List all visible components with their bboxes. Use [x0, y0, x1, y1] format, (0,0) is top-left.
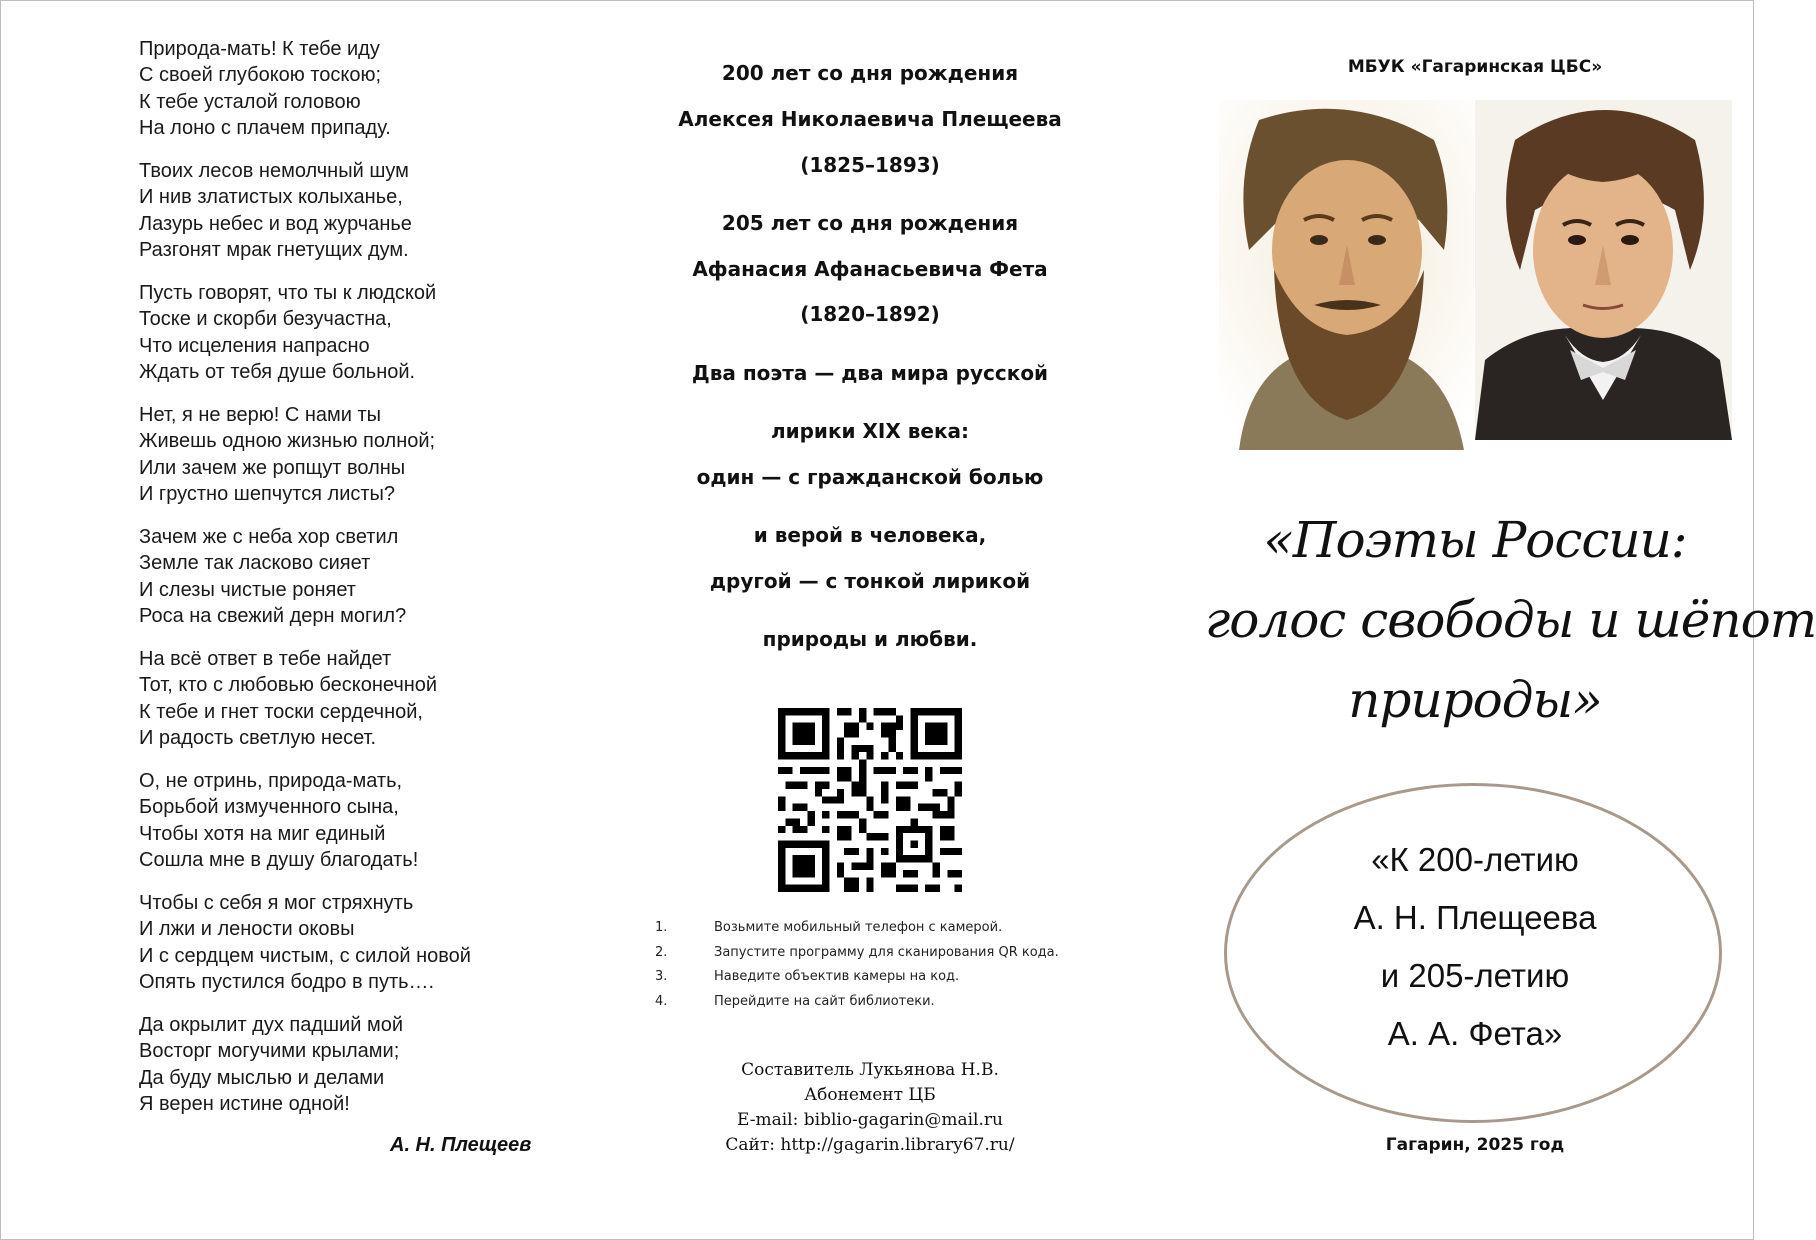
poem-line: И радость светлую несет. [139, 726, 377, 749]
poem-stanza [139, 158, 412, 263]
description-line: Два поэта — два мира русской [691, 361, 1049, 385]
title-line: природы» [1348, 671, 1602, 729]
poem-line: И лжи и лености оковы [139, 918, 355, 941]
qr-instructions [655, 920, 1059, 1018]
step-text: Перейдите на сайт библиотеки. [714, 993, 935, 1009]
instruction-step [655, 920, 1059, 945]
city-year: Гагарин, 2025 год [1385, 1135, 1565, 1155]
description-line: лирики XIX века: [770, 419, 970, 443]
poem-line: Что исцеления напрасно [139, 334, 370, 357]
description-line: один — с гражданской болью [696, 465, 1044, 489]
poem-stanza [139, 646, 437, 751]
poem-line: Твоих лесов немолчный шум [139, 160, 409, 182]
poem-stanza [139, 280, 436, 385]
step-text: Запустите программу для сканирования QR кода. [714, 944, 1059, 960]
title-line: голос свободы и шёпот [1205, 591, 1816, 649]
poem-stanza [139, 36, 391, 141]
poem-line: И грустно шепчутся листы? [139, 482, 396, 505]
poem-line: И нив златистых колыханье, [139, 186, 403, 209]
poem-stanza [139, 890, 471, 995]
poem-line: Сошла мне в душу благодать! [139, 848, 419, 871]
organization-name: МБУК «Гагаринская ЦБС» [1347, 57, 1603, 77]
poem-line: И слезы чистые роняет [139, 578, 356, 601]
poem-line: Чтобы хотя на миг единый [139, 822, 386, 845]
poem-line: О, не отринь, природа-мать, [139, 770, 403, 792]
poem-line: На лоно с плачем припаду. [139, 116, 391, 139]
caption-line: и 205-летию [1380, 957, 1570, 994]
poem-line: Я верен истине одной! [139, 1092, 350, 1115]
caption-line: «К 200-летию [1371, 841, 1579, 878]
website-link[interactable]: Сайт: http://gagarin.library67.ru/ [725, 1135, 1015, 1155]
poem-line: Природа-мать! К тебе иду [139, 38, 380, 60]
poem-stanza [139, 524, 406, 629]
pleshcheev-portrait [1219, 100, 1474, 450]
poem-line: К тебе усталой головою [139, 90, 361, 113]
poem-line: С своей глубокою тоскою; [139, 64, 382, 87]
poem-line: Опять пустился бодро в путь…. [139, 970, 435, 993]
anniversary-caption [1205, 831, 1745, 1063]
anniversary-heading: 200 лет со дня рождения [721, 61, 1019, 85]
step-number: 3. [655, 969, 668, 984]
poem-line: Чтобы с себя я мог стряхнуть [139, 892, 414, 914]
qr-code[interactable] [778, 708, 962, 892]
poem-stanza [139, 402, 435, 507]
poem-line: Восторг могучими крылами; [139, 1040, 400, 1063]
poet-years: (1820–1892) [800, 302, 940, 326]
poem-column [139, 0, 659, 1240]
caption-line: А. А. Фета» [1387, 1015, 1563, 1052]
contacts-block [620, 1058, 1120, 1158]
poem-line: Да окрылит дух падший мой [139, 1014, 403, 1036]
poem-line: И с сердцем чистым, с силой новой [139, 944, 471, 967]
poem-stanza [139, 1012, 403, 1117]
email-link[interactable]: E-mail: biblio-gagarin@mail.ru [737, 1110, 1003, 1130]
instruction-step [655, 994, 1059, 1019]
fet-portrait [1475, 100, 1732, 440]
step-number: 2. [655, 944, 668, 960]
poem-line: Нет, я не верю! С нами ты [139, 404, 382, 426]
instruction-step [655, 969, 1059, 994]
poem-line: На всё ответ в тебе найдет [139, 648, 392, 670]
poem-line: Пусть говорят, что ты к людской [139, 282, 437, 304]
step-number: 4. [655, 993, 668, 1009]
description-line: другой — с тонкой лирикой [709, 569, 1031, 593]
poem-line: Земле так ласково сияет [139, 552, 371, 575]
compiler-line: Составитель Лукьянова Н.В. [741, 1060, 999, 1080]
poem-line: К тебе и гнет тоски сердечной, [139, 700, 423, 723]
description-line: и верой в человека, [753, 523, 987, 547]
title-line: «Поэты России: [1263, 511, 1687, 569]
step-text: Наведите объектив камеры на код. [714, 969, 960, 984]
anniversary-heading: 205 лет со дня рождения [721, 211, 1019, 235]
poem-line: Или зачем же ропщут волны [139, 456, 406, 479]
poem-line: Да буду мыслью и делами [139, 1066, 385, 1089]
poem-line: Разгонят мрак гнетущих дум. [139, 238, 409, 261]
step-text: Возьмите мобильный телефон с камерой. [714, 920, 1003, 935]
poet-name: Алексея Николаевича Плещеева [678, 107, 1062, 131]
poem-stanza [139, 768, 418, 873]
poem-line: Тоске и скорби безучастна, [139, 308, 392, 331]
poem-line: Зачем же с неба хор светил [139, 526, 399, 548]
instruction-step [655, 945, 1059, 970]
caption-line: А. Н. Плещеева [1353, 899, 1597, 936]
poem-line: Роса на свежий дерн могил? [139, 604, 407, 627]
cover-column [1205, 0, 1816, 1240]
department-line: Абонемент ЦБ [804, 1085, 936, 1105]
description-line: природы и любви. [762, 627, 978, 651]
poem-line: Ждать от тебя душе больной. [139, 360, 416, 383]
poet-years: (1825–1893) [800, 153, 940, 177]
poem-line: Тот, кто с любовью бесконечной [139, 674, 438, 697]
poem-author: А. Н. Плещеев [390, 1134, 532, 1156]
poem-line: Борьбой измученного сына, [139, 796, 399, 819]
poem-line: Лазурь небес и вод журчанье [139, 212, 412, 235]
poet-name: Афанасия Афанасьевича Фета [692, 257, 1048, 281]
middle-column [620, 0, 1120, 1240]
brochure-title [1205, 500, 1816, 740]
step-number: 1. [655, 920, 668, 935]
poem-line: Живешь одною жизнью полной; [139, 430, 436, 453]
